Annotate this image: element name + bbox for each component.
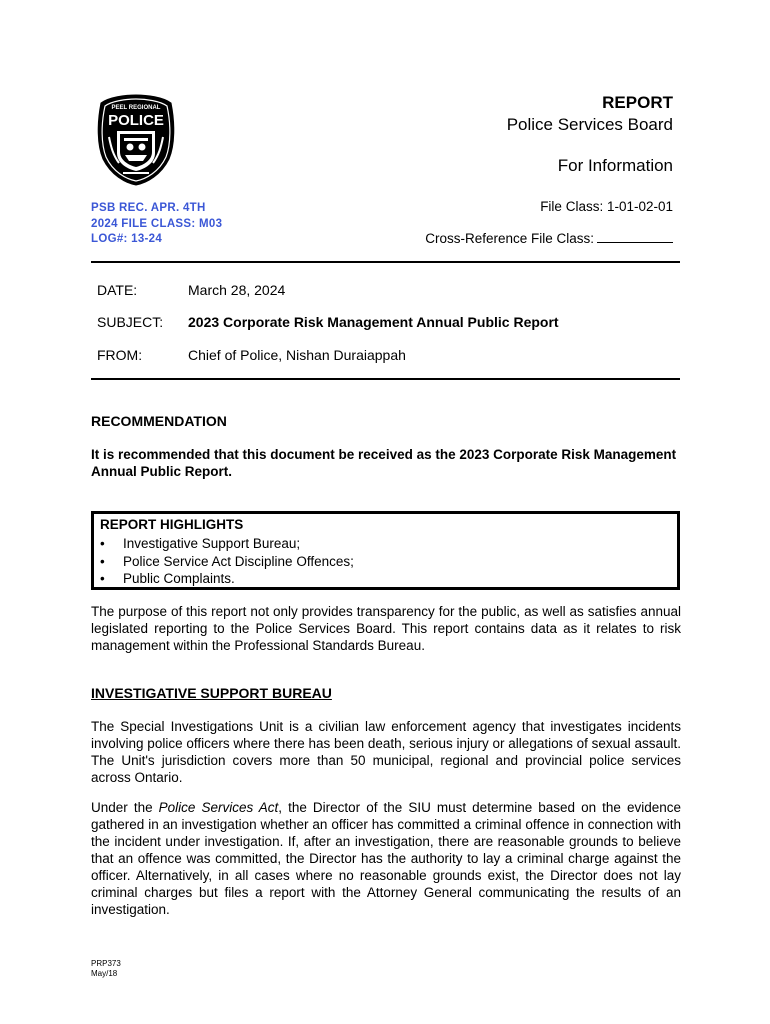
subject-label: SUBJECT: bbox=[97, 314, 164, 330]
footer-form-date: May/18 bbox=[91, 969, 118, 978]
cross-reference-file-class bbox=[425, 230, 673, 246]
highlight-item-3: Public Complaints. bbox=[123, 571, 235, 586]
list-item bbox=[98, 570, 354, 588]
subject-value: 2023 Corporate Risk Management Annual Public Report bbox=[188, 314, 559, 330]
date-label: DATE: bbox=[97, 282, 138, 298]
bullet-icon: • bbox=[100, 536, 105, 551]
purpose-paragraph: The purpose of this report not only provides transparency for the public, as well as satisfies annual legislated reporting to the Police Services Board. This report contains data as it relates to risk management within the Professional Standards Bureau. bbox=[91, 604, 681, 653]
sia-paragraph bbox=[91, 799, 681, 918]
from-value: Chief of Police, Nishan Duraiappah bbox=[188, 347, 406, 363]
stamp-line-1: PSB REC. APR. 4TH bbox=[91, 202, 206, 214]
police-crest-icon bbox=[95, 93, 177, 187]
report-highlights-box bbox=[91, 511, 680, 590]
highlight-item-2: Police Service Act Discipline Offences; bbox=[123, 553, 354, 569]
highlights-title: REPORT HIGHLIGHTS bbox=[100, 517, 244, 532]
file-class: File Class: 1-01-02-01 bbox=[540, 199, 673, 214]
stamp-line-3: LOG#: 13-24 bbox=[91, 233, 163, 245]
divider-bottom bbox=[91, 378, 680, 380]
sia-rest: , the Director of the SIU must determine based on the evidence gathered in an investigation whether an officer has committed a criminal offence in connection with the incident under investigation. If, after an investigation, there are reasonable grounds to believe that an offence was committed, the Director has the authority to lay a criminal charge against the officer. Alternatively, in all cases where no reasonable grounds exist, the Director does not lay criminal charges but files a report with the Attorney General communicating the results of an investigation. bbox=[91, 800, 681, 917]
purpose-type: For Information bbox=[557, 156, 673, 175]
recommendation-text: It is recommended that this document be received as the 2023 Corporate Risk Management Annual Public Report. bbox=[91, 447, 677, 479]
sia-act-title: Police Services Act bbox=[158, 800, 279, 815]
highlight-item-1: Investigative Support Bureau; bbox=[123, 536, 301, 551]
bullet-icon: • bbox=[100, 553, 105, 569]
list-item bbox=[98, 553, 354, 571]
board-name: Police Services Board bbox=[506, 115, 673, 134]
highlights-list bbox=[98, 535, 354, 588]
divider-top bbox=[91, 261, 680, 263]
sia-lead: Under the bbox=[91, 800, 159, 815]
footer-form-number: PRP373 bbox=[91, 959, 121, 968]
stamp-line-2: 2024 FILE CLASS: M03 bbox=[91, 217, 223, 230]
report-label: REPORT bbox=[602, 93, 673, 112]
receipt-stamp bbox=[91, 201, 222, 248]
bullet-icon: • bbox=[100, 571, 105, 586]
recommendation-heading: RECOMMENDATION bbox=[91, 413, 227, 429]
from-label: FROM: bbox=[97, 347, 143, 363]
logo-main-text: POLICE bbox=[108, 112, 164, 129]
siu-paragraph: The Special Investigations Unit is a civilian law enforcement agency that investigates incidents involving police officers where there has been death, serious injury or allegations of sexual assault. The Unit's jurisdiction covers more than 50 municipal, regional and provincial police services across Ontario. bbox=[91, 719, 681, 785]
cross-reference-blank bbox=[597, 230, 673, 243]
logo-top-text: PEEL REGIONAL bbox=[111, 105, 161, 111]
form-footer bbox=[91, 959, 121, 979]
date-value: March 28, 2024 bbox=[188, 282, 286, 298]
list-item bbox=[98, 535, 354, 553]
cross-reference-label: Cross-Reference File Class: bbox=[425, 231, 594, 246]
investigative-heading: INVESTIGATIVE SUPPORT BUREAU bbox=[91, 685, 332, 701]
